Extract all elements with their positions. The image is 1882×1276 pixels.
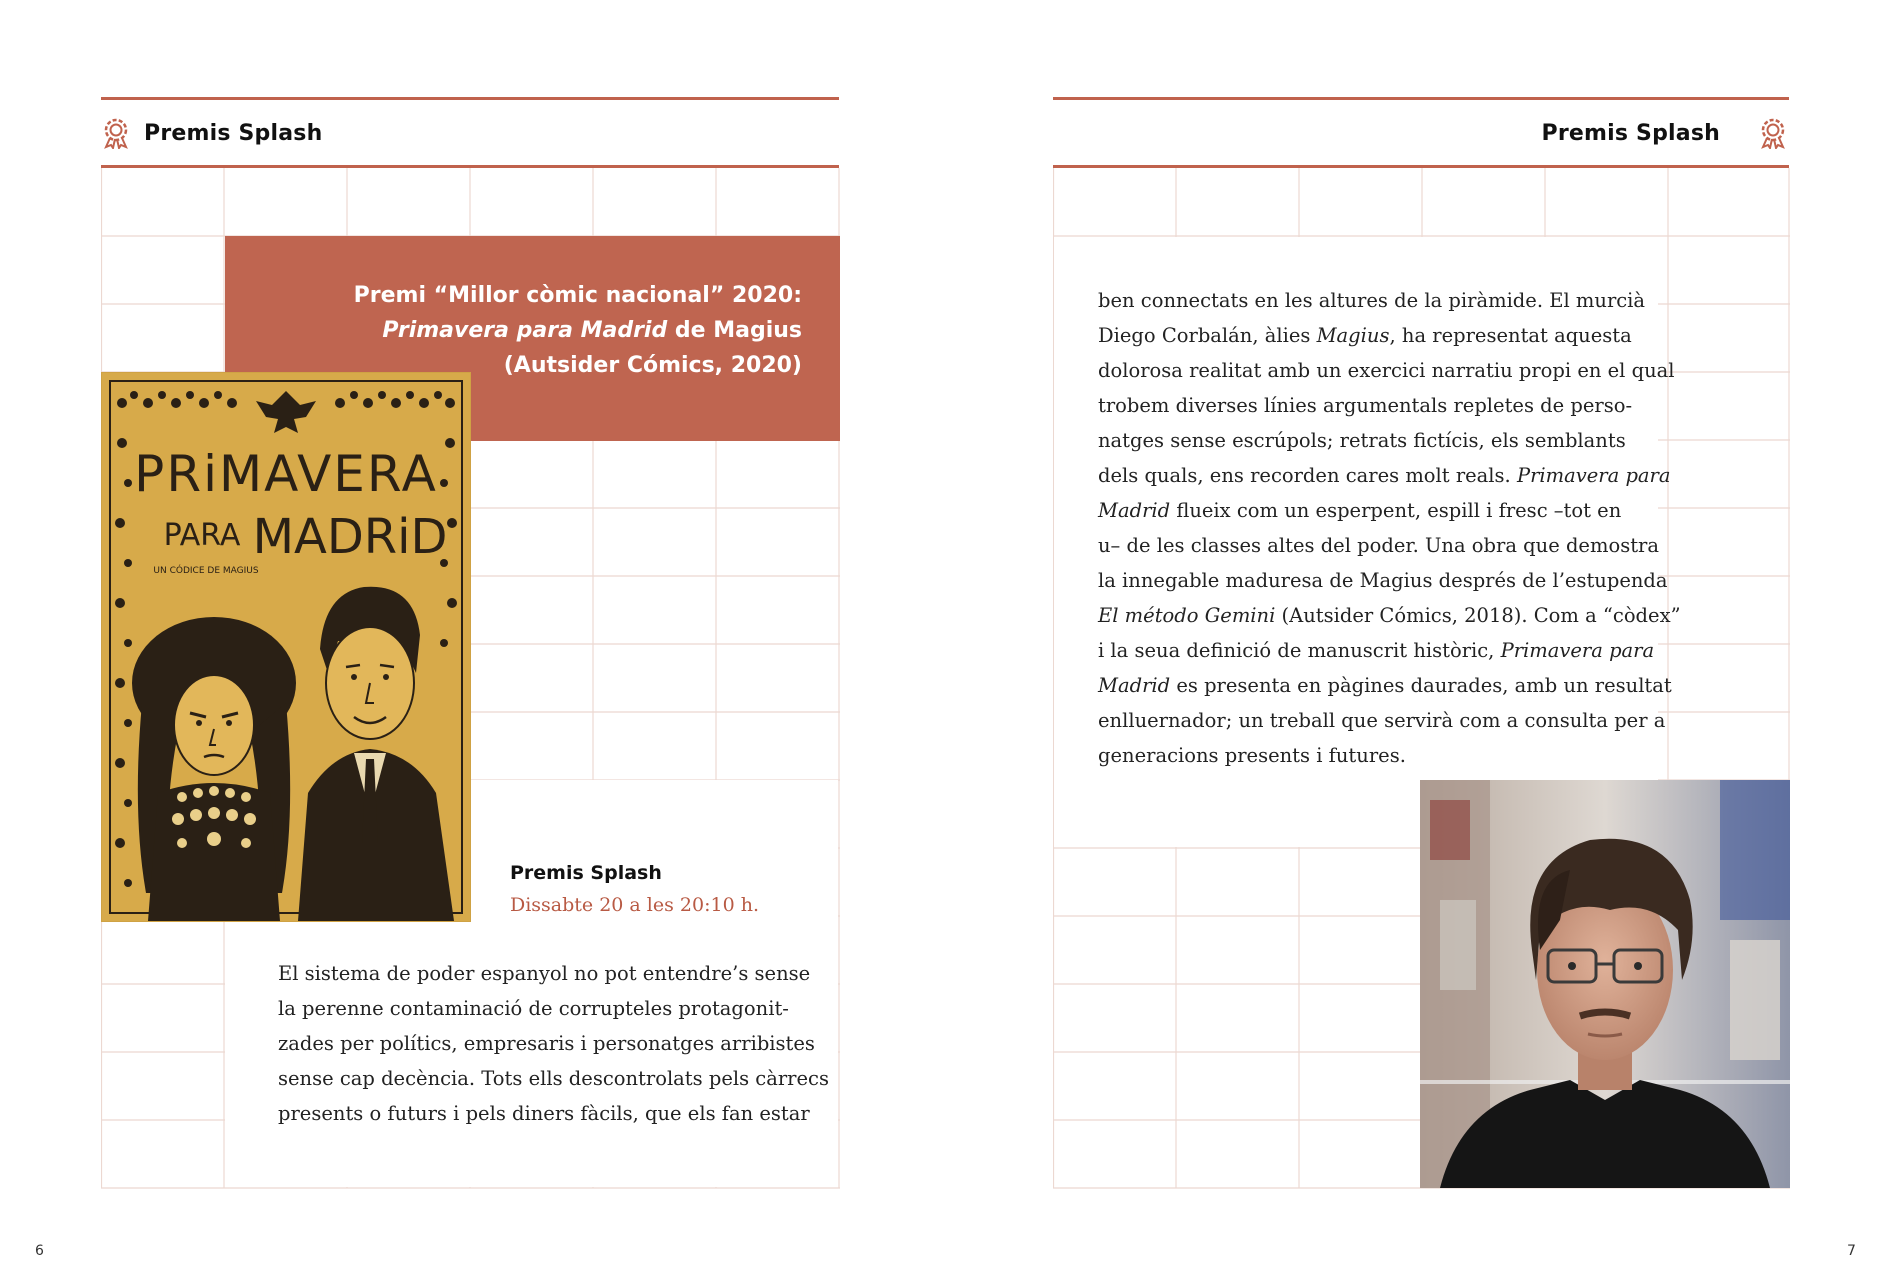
body-line: generacions presents i futures. <box>1098 744 1406 767</box>
body-text-fragment: (Autsider Cómics, 2018). Com a “còdex” <box>1275 604 1681 627</box>
header-top-rule <box>101 97 839 100</box>
award-book-title: Primavera para Madrid <box>382 318 668 343</box>
body-line <box>1098 458 1681 493</box>
event-panel-background <box>470 848 838 928</box>
body-text-fragment: Madrid <box>1098 499 1171 522</box>
body-line: la perenne contaminació de corrupteles protagonit- <box>278 997 789 1020</box>
page-number: 7 <box>1847 1243 1856 1259</box>
award-badge-icon <box>101 117 131 149</box>
body-text-fragment: flueix com un esperpent, espill i fresc –tot en <box>1170 499 1622 522</box>
body-line <box>1098 598 1681 633</box>
body-text-fragment: Diego Corbalán, àlies <box>1098 324 1317 347</box>
body-line: dolorosa realitat amb un exercici narratiu propi en el qual <box>1098 359 1675 382</box>
body-line: El sistema de poder espanyol no pot entendre’s sense <box>278 962 811 985</box>
body-text-fragment: Primavera para <box>1516 464 1671 487</box>
right-page <box>941 0 1882 1276</box>
body-line: trobem diverses línies argumentals repletes de perso- <box>1098 394 1633 417</box>
body-text-fragment: Magius <box>1316 324 1390 347</box>
body-line <box>1098 633 1681 668</box>
body-line: natges sense escrúpols; retrats fictícis, els semblants <box>1098 429 1626 452</box>
body-text-fragment: Primavera para <box>1500 639 1655 662</box>
body-text-right <box>1098 283 1681 773</box>
author-photo <box>1420 780 1790 1188</box>
cover-title-madrid: MADRiD <box>252 509 448 565</box>
body-line: enlluernador; un treball que servirà com a consulta per a <box>1098 709 1666 732</box>
page-number: 6 <box>35 1243 44 1259</box>
body-text-fragment: Madrid <box>1098 674 1171 697</box>
award-title-line2 <box>225 313 802 348</box>
award-badge-icon <box>1758 117 1788 149</box>
body-text-fragment: es presenta en pàgines daurades, amb un resultat <box>1170 674 1672 697</box>
body-text-fragment: , ha representat aquesta <box>1389 324 1632 347</box>
body-line: sense cap decència. Tots ells descontrolats pels càrrecs <box>278 1067 829 1090</box>
body-line <box>1098 668 1681 703</box>
body-line: ben connectats en les altures de la piràmide. El murcià <box>1098 289 1646 312</box>
award-publisher: (Autsider Cómics, 2020) <box>503 353 802 378</box>
event-date: Dissabte 20 a les 20:10 h. <box>510 894 759 916</box>
body-text-left <box>278 956 829 1131</box>
body-line: la innegable maduresa de Magius després de l’estupenda <box>1098 569 1668 592</box>
header-top-rule <box>1053 97 1789 100</box>
event-name: Premis Splash <box>510 862 662 884</box>
book-cover-image <box>101 372 471 922</box>
body-text-fragment: dels quals, ens recorden cares molt reals. <box>1098 464 1517 487</box>
body-line <box>1098 318 1681 353</box>
header-title: Premis Splash <box>1541 121 1720 146</box>
cover-title-line1: PRiMAVERA <box>134 445 438 503</box>
cover-subtitle: UN CÓDICE DE MAGIUS <box>153 566 259 576</box>
body-line <box>1098 493 1681 528</box>
body-text-fragment: El método Gemini <box>1098 604 1276 627</box>
cover-title-para: PARA <box>163 518 241 553</box>
body-text-fragment: i la seua definició de manuscrit històric, <box>1098 639 1501 662</box>
award-title-line1: Premi “Millor còmic nacional” 2020: <box>353 283 802 308</box>
body-line: zades per polítics, empresaris i personatges arribistes <box>278 1032 815 1055</box>
award-author: de Magius <box>667 318 802 343</box>
header-title: Premis Splash <box>144 121 323 146</box>
body-line: presents o futurs i pels diners fàcils, que els fan estar <box>278 1102 810 1125</box>
body-line: u– de les classes altes del poder. Una obra que demostra <box>1098 534 1659 557</box>
